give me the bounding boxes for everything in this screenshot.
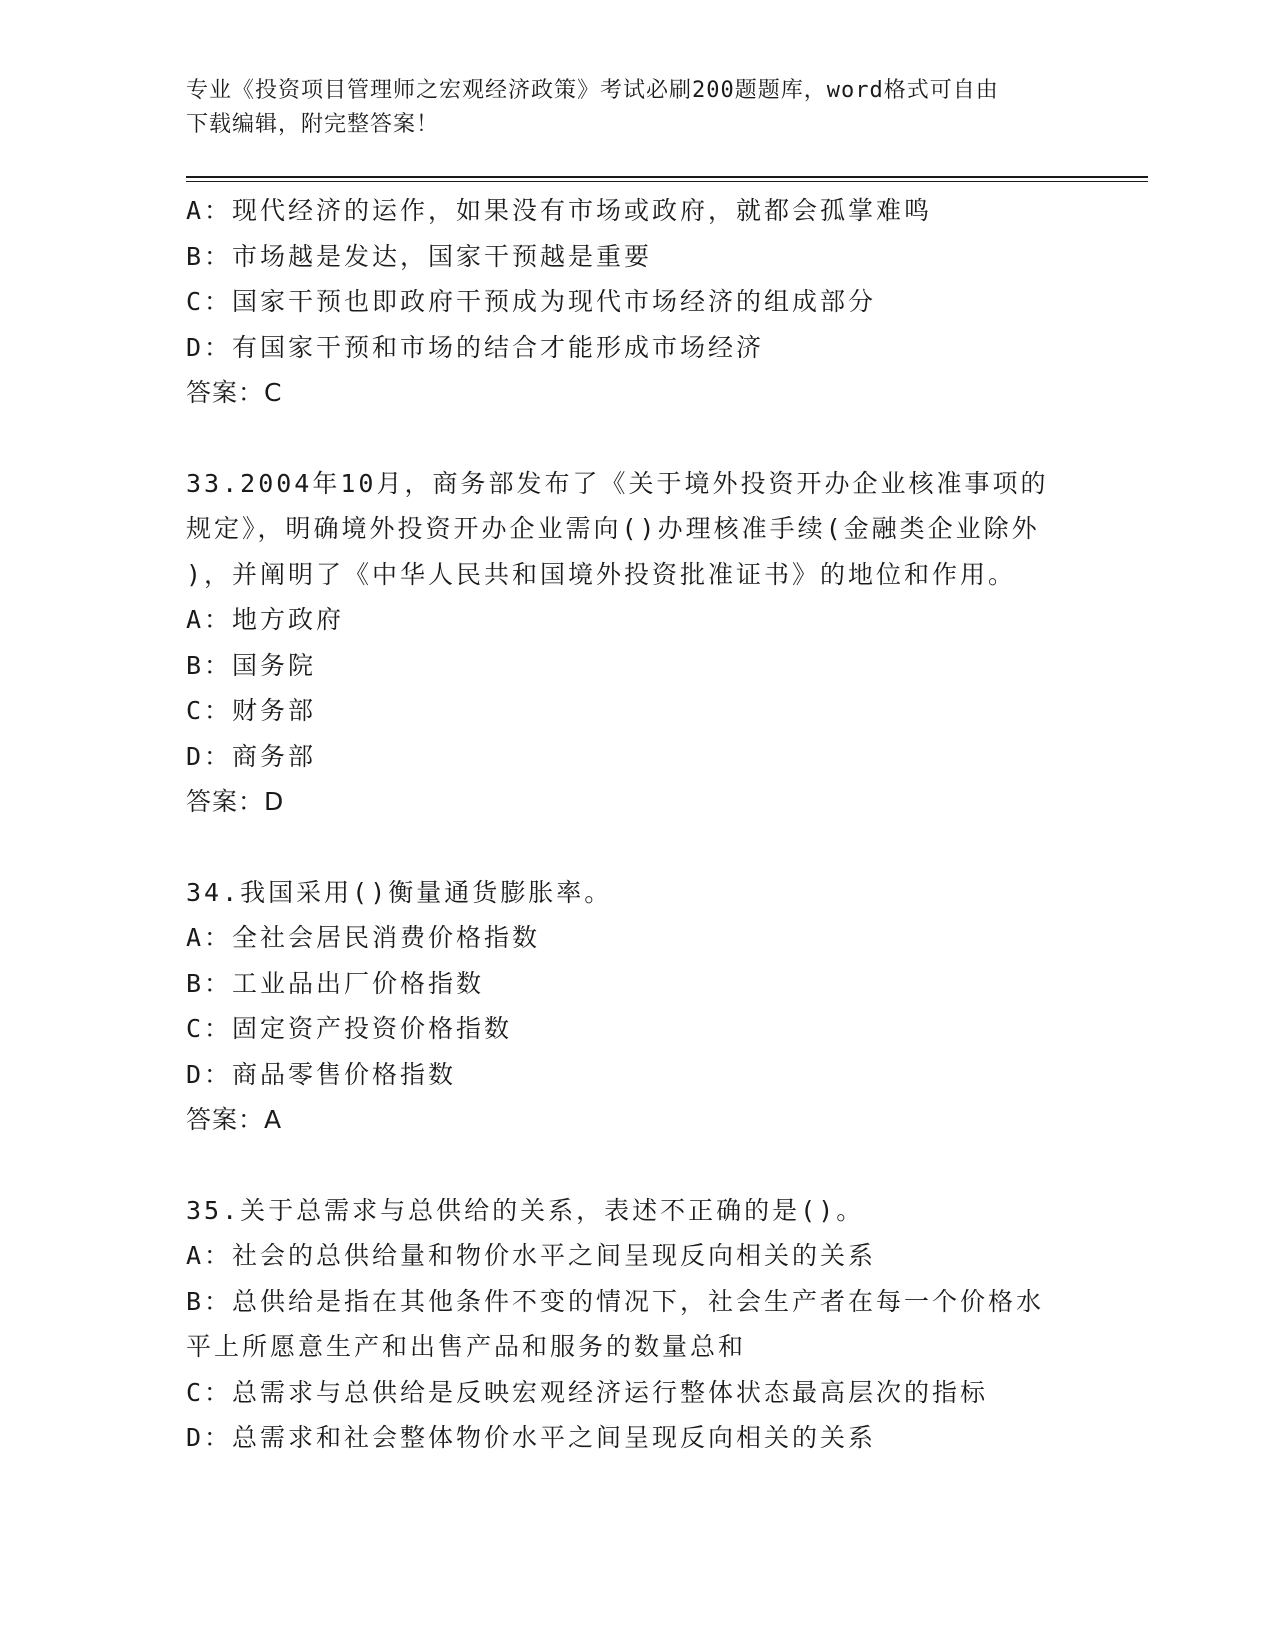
option-a: A：社会的总供给量和物价水平之间呈现反向相关的关系: [186, 1241, 877, 1270]
option-a: A：全社会居民消费价格指数: [186, 923, 541, 952]
option-c: C：总需求与总供给是反映宏观经济运行整体状态最高层次的指标: [186, 1377, 989, 1407]
answer: 答案：A: [186, 1105, 283, 1134]
option-b: B：市场越是发达，国家干预越是重要: [186, 241, 653, 271]
question-35: [186, 1188, 1066, 1461]
option-a: A：现代经济的运作，如果没有市场或政府，就都会孤掌难鸣: [186, 196, 933, 225]
header-divider-thin: [186, 181, 1148, 182]
answer: 答案：C: [186, 378, 283, 407]
option-d: D：商品零售价格指数: [186, 1059, 457, 1089]
option-c: C：固定资产投资价格指数: [186, 1014, 513, 1043]
question-stem-line: 35.关于总需求与总供给的关系，表述不正确的是()。: [186, 1195, 865, 1225]
header-title-line-2: 下载编辑，附完整答案！: [186, 112, 440, 137]
question-stem-line: )，并阐明了《中华人民共和国境外投资批准证书》的地位和作用。: [186, 559, 1017, 589]
question-stem-line: 规定》，明确境外投资开办企业需向()办理核准手续(金融类企业除外: [186, 514, 1040, 543]
option-b: B：工业品出厂价格指数: [186, 968, 485, 998]
option-b-continued: 平上所愿意生产和出售产品和服务的数量总和: [186, 1332, 747, 1361]
question-stem-line: 33.2004年10月，商务部发布了《关于境外投资开办企业核准事项的: [186, 468, 1049, 498]
option-c: C：国家干预也即政府干预成为现代市场经济的组成部分: [186, 287, 877, 316]
option-a: A：地方政府: [186, 605, 345, 634]
option-d: D：总需求和社会整体物价水平之间呈现反向相关的关系: [186, 1423, 877, 1452]
header-title-line-1: 专业《投资项目管理师之宏观经济政策》考试必刷200题题库，word格式可自由: [186, 78, 999, 103]
header-divider-thick: [186, 176, 1148, 178]
question-32: [186, 188, 1066, 416]
option-b: B：总供给是指在其他条件不变的情况下，社会生产者在每一个价格水: [186, 1286, 1045, 1316]
question-list: [186, 188, 1066, 1461]
question-33: [186, 461, 1066, 825]
option-d: D：有国家干预和市场的结合才能形成市场经济: [186, 332, 765, 362]
spacer: [186, 416, 1066, 461]
spacer: [186, 825, 1066, 870]
document-header: [186, 74, 1066, 142]
spacer: [186, 1143, 1066, 1188]
option-b: B：国务院: [186, 650, 317, 680]
option-c: C：财务部: [186, 696, 317, 725]
answer: 答案：D: [186, 787, 285, 816]
option-d: D：商务部: [186, 741, 317, 771]
question-stem-line: 34.我国采用()衡量通货膨胀率。: [186, 877, 613, 907]
question-34: [186, 870, 1066, 1143]
